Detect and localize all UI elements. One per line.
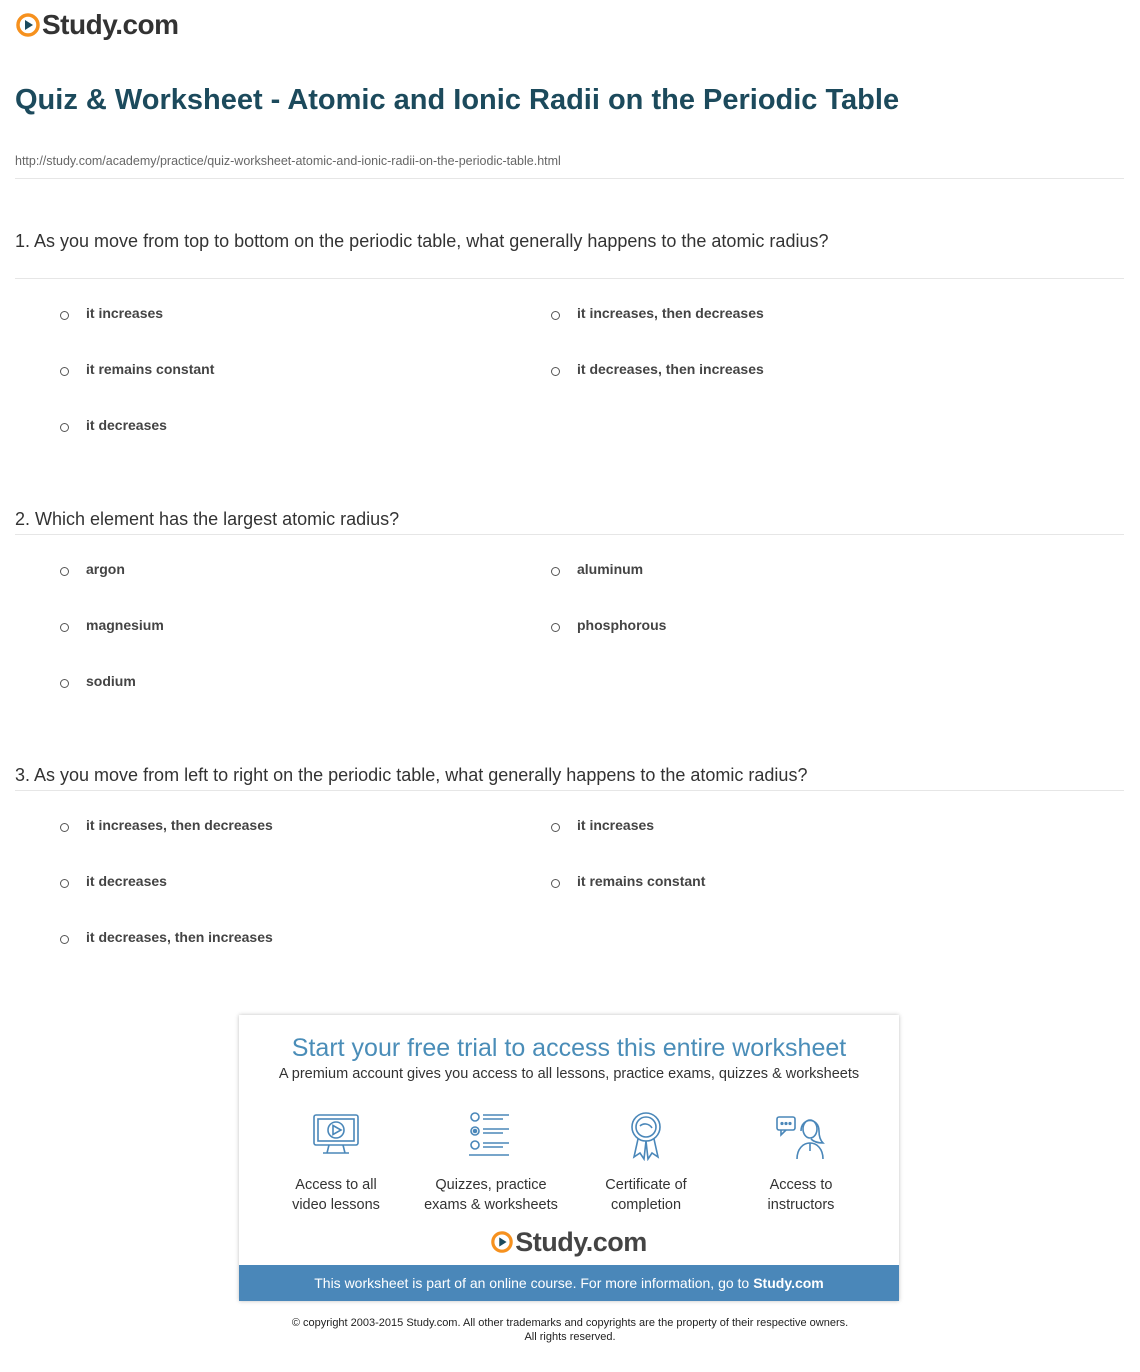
radio-button[interactable] xyxy=(60,367,69,376)
radio-button[interactable] xyxy=(551,623,560,632)
free-trial-promo[interactable] xyxy=(239,1015,899,1301)
feature-label-line2: completion xyxy=(610,1197,682,1213)
radio-button[interactable] xyxy=(551,367,560,376)
option-label: it increases xyxy=(577,817,655,833)
option-label: it increases xyxy=(86,305,164,321)
q1-option-4[interactable] xyxy=(551,361,764,377)
feature-certificate xyxy=(566,1109,726,1215)
radio-button[interactable] xyxy=(60,567,69,576)
q1-option-1[interactable] xyxy=(60,305,163,321)
option-label: it decreases, then increases xyxy=(86,929,273,945)
radio-button[interactable] xyxy=(60,423,69,432)
option-label: it increases, then decreases xyxy=(86,817,273,833)
feature-label-line1: Quizzes, practice xyxy=(435,1177,547,1193)
radio-button[interactable] xyxy=(551,879,560,888)
feature-label-line1: Access to all xyxy=(295,1177,377,1193)
radio-button[interactable] xyxy=(551,823,560,832)
q1-option-5[interactable] xyxy=(60,417,167,433)
option-label: aluminum xyxy=(577,561,644,577)
radio-button[interactable] xyxy=(60,823,69,832)
q2-option-5[interactable] xyxy=(60,673,136,689)
feature-video-lessons xyxy=(256,1109,416,1215)
option-label: it decreases xyxy=(86,873,167,889)
feature-quizzes xyxy=(411,1109,571,1215)
promo-title: Start your free trial to access this entire worksheet xyxy=(291,1034,847,1062)
radio-button[interactable] xyxy=(60,935,69,944)
copyright-line2: All rights reserved. xyxy=(524,1331,616,1343)
q3-option-3[interactable] xyxy=(60,873,167,889)
q3-option-4[interactable] xyxy=(551,873,705,889)
question-1: 1. As you move from top to bottom on the periodic table, what generally happens to the atomic radius? xyxy=(15,231,829,251)
banner-text: This worksheet is part of an online course. For more information, go to xyxy=(314,1275,750,1291)
feature-instructors xyxy=(721,1109,881,1215)
banner-link[interactable]: Study.com xyxy=(753,1275,824,1291)
option-label: it remains constant xyxy=(577,873,706,889)
q2-option-3[interactable] xyxy=(60,617,164,633)
question-2-divider xyxy=(15,534,1124,535)
page-url[interactable]: http://study.com/academy/practice/quiz-worksheet-atomic-and-ionic-radii-on-the-periodic-table.html xyxy=(15,154,561,168)
feature-label-line2: exams & worksheets xyxy=(424,1197,558,1213)
question-2: 2. Which element has the largest atomic radius? xyxy=(15,509,400,529)
header-divider xyxy=(15,178,1124,179)
q2-option-1[interactable] xyxy=(60,561,125,577)
option-label: it decreases xyxy=(86,417,167,433)
radio-button[interactable] xyxy=(60,879,69,888)
promo-study-logo[interactable] xyxy=(239,1226,899,1258)
question-3-divider xyxy=(15,790,1124,791)
copyright-line1: © copyright 2003-2015 Study.com. All other trademarks and copyrights are the property of their respective owners. xyxy=(291,1317,849,1329)
certificate-icon xyxy=(620,1109,672,1161)
q3-option-2[interactable] xyxy=(551,817,654,833)
feature-label-line1: Access to xyxy=(769,1177,833,1193)
copyright-footer xyxy=(0,1316,1140,1344)
option-label: it increases, then decreases xyxy=(577,305,764,321)
video-lesson-icon xyxy=(310,1109,362,1161)
option-label: sodium xyxy=(86,673,136,689)
instructor-icon xyxy=(775,1109,827,1161)
q1-option-3[interactable] xyxy=(60,361,214,377)
q2-option-2[interactable] xyxy=(551,561,643,577)
radio-button[interactable] xyxy=(60,679,69,688)
page-title: Quiz & Worksheet - Atomic and Ionic Radii on the Periodic Table xyxy=(15,84,900,116)
radio-button[interactable] xyxy=(60,311,69,320)
feature-label-line1: Certificate of xyxy=(605,1177,687,1193)
promo-subtitle: A premium account gives you access to all lessons, practice exams, quizzes & worksheets xyxy=(278,1066,860,1082)
radio-button[interactable] xyxy=(551,311,560,320)
feature-label-line2: instructors xyxy=(767,1197,835,1213)
option-label: phosphorous xyxy=(577,617,667,633)
play-logo-icon xyxy=(491,1231,513,1253)
radio-button[interactable] xyxy=(551,567,560,576)
logo-text: Study.com xyxy=(515,1227,647,1257)
option-label: magnesium xyxy=(86,617,164,633)
q1-option-2[interactable] xyxy=(551,305,764,321)
q2-option-4[interactable] xyxy=(551,617,666,633)
option-label: it decreases, then increases xyxy=(577,361,764,377)
q3-option-5[interactable] xyxy=(60,929,273,945)
study-logo[interactable] xyxy=(16,9,179,41)
option-label: it remains constant xyxy=(86,361,215,377)
question-1-divider xyxy=(15,278,1124,279)
option-label: argon xyxy=(86,561,125,577)
radio-button[interactable] xyxy=(60,623,69,632)
question-3: 3. As you move from left to right on the periodic table, what generally happens to the atomic radius? xyxy=(15,765,808,785)
logo-text: Study.com xyxy=(42,9,179,40)
q3-option-1[interactable] xyxy=(60,817,273,833)
promo-banner[interactable] xyxy=(239,1265,899,1301)
quiz-list-icon xyxy=(465,1109,517,1161)
play-logo-icon xyxy=(16,13,40,37)
feature-label-line2: video lessons xyxy=(292,1197,380,1213)
